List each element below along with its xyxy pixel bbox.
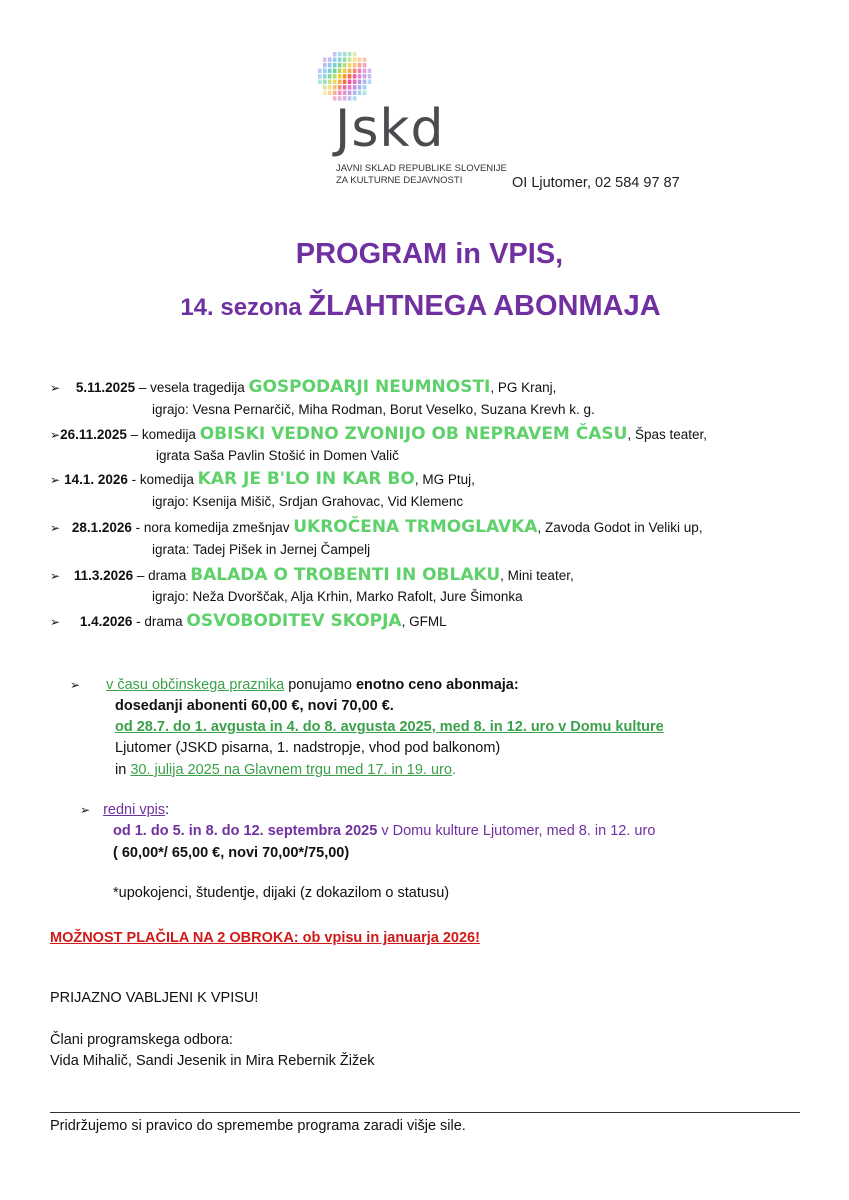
arrow-bullet-icon: ➢ — [70, 678, 81, 692]
logo-tile — [348, 52, 352, 56]
event-cast: igrajo: Neža Dvorščak, Alja Krhin, Marko Rafolt, Jure Šimonka — [152, 589, 523, 604]
logo-tile — [318, 69, 322, 73]
logo-tile — [323, 91, 327, 95]
logo-tile — [348, 69, 352, 73]
logo-tile — [328, 74, 332, 78]
logo-tile — [358, 80, 362, 84]
event-item: ➢ 5.11.2025 – vesela tragedija GOSPODARJI NEUMNOSTI, PG Kranj, — [50, 377, 557, 397]
event-cast: igrajo: Ksenija Mišič, Srdjan Grahovac, Vid Klemenc — [152, 494, 464, 509]
logo-tile — [363, 74, 367, 78]
logo-tile — [333, 63, 337, 67]
logo-tile — [353, 52, 357, 56]
logo-wordmark: Jskd — [335, 99, 445, 159]
logo-tile — [333, 80, 337, 84]
logo-tile — [353, 91, 357, 95]
logo-tile — [323, 58, 327, 62]
arrow-bullet-icon: ➢ — [50, 473, 61, 487]
event-item: ➢ 28.1.2026 - nora komedija zmešnjav UKROČENA TRMOGLAVKA, Zavoda Godot in Veliki up, — [50, 517, 703, 537]
holiday-market-dates: in 30. julija 2025 na Glavnem trgu med 17. in 19. uro. — [115, 762, 456, 778]
logo-tile — [338, 91, 342, 95]
arrow-bullet-icon: ➢ — [50, 521, 61, 535]
logo-tile — [348, 91, 352, 95]
logo-tile — [343, 69, 347, 73]
logo-tile — [328, 58, 332, 62]
logo-tile — [358, 74, 362, 78]
committee-names: Vida Mihalič, Sandi Jesenik in Mira Rebernik Žižek — [50, 1053, 375, 1069]
logo-tile — [343, 74, 347, 78]
logo-tile — [353, 85, 357, 89]
logo-tile — [348, 80, 352, 84]
event-item: ➢ 1.4.2026 - drama OSVOBODITEV SKOPJA, GFML — [50, 611, 447, 631]
logo-tile — [338, 69, 342, 73]
invite-text: PRIJAZNO VABLJENI K VPISU! — [50, 990, 259, 1006]
logo-tile — [363, 91, 367, 95]
office-contact: OI Ljutomer, 02 584 97 87 — [512, 175, 680, 191]
event-item: ➢26.11.2025 – komedija OBISKI VEDNO ZVONIJO OB NEPRAVEM ČASU, Špas teater, — [50, 424, 708, 444]
logo-tile — [318, 74, 322, 78]
logo-tile — [363, 63, 367, 67]
logo-tile — [328, 69, 332, 73]
logo-tile — [343, 63, 347, 67]
footer-disclaimer: Pridržujemo si pravico do spremembe programa zaradi višje sile. — [50, 1118, 466, 1134]
logo-tile — [338, 74, 342, 78]
logo-tile — [333, 69, 337, 73]
holiday-place: Ljutomer (JSKD pisarna, 1. nadstropje, vhod pod balkonom) — [115, 740, 501, 756]
logo-tile — [348, 74, 352, 78]
logo-tile — [328, 63, 332, 67]
logo-tile — [353, 74, 357, 78]
logo-tile — [323, 63, 327, 67]
event-cast: igrata: Tadej Pišek in Jernej Čampelj — [152, 542, 371, 557]
logo-tile — [353, 80, 357, 84]
logo-tile — [338, 85, 342, 89]
arrow-bullet-icon: ➢ — [50, 428, 61, 442]
logo-tile — [343, 52, 347, 56]
logo-tile — [363, 69, 367, 73]
arrow-bullet-icon: ➢ — [50, 569, 61, 583]
logo-tile — [343, 80, 347, 84]
logo-tile — [328, 80, 332, 84]
logo-tile — [323, 69, 327, 73]
jskd-logo-mosaic-icon — [318, 52, 374, 102]
logo-tile — [363, 85, 367, 89]
event-item: ➢ 11.3.2026 – drama BALADA O TROBENTI IN OBLAKU, Mini teater, — [50, 565, 574, 585]
logo-tile — [368, 80, 372, 84]
event-cast: igrata Saša Pavlin Stošić in Domen Valič — [156, 448, 399, 463]
logo-tile — [348, 85, 352, 89]
page-subtitle: 14. sezona ŽLAHTNEGA ABONMAJA — [180, 290, 661, 322]
footer-divider — [50, 1112, 800, 1113]
logo-tile — [333, 58, 337, 62]
logo-tile — [343, 85, 347, 89]
holiday-dates: od 28.7. do 1. avgusta in 4. do 8. avgusta 2025, med 8. in 12. uro v Domu kulture — [115, 719, 664, 735]
logo-tile — [343, 91, 347, 95]
logo-tile — [363, 58, 367, 62]
logo-tile — [358, 91, 362, 95]
logo-tile — [338, 63, 342, 67]
holiday-prices: dosedanji abonenti 60,00 €, novi 70,00 €. — [115, 698, 394, 714]
committee-label: Člani programskega odbora: — [50, 1032, 233, 1048]
event-item: ➢ 14.1. 2026 - komedija KAR JE B'LO IN KAR BO, MG Ptuj, — [50, 469, 475, 489]
logo-tile — [328, 85, 332, 89]
logo-tile — [358, 69, 362, 73]
logo-tile — [338, 52, 342, 56]
logo-tile — [343, 58, 347, 62]
installments-notice: MOŽNOST PLAČILA NA 2 OBROKA: ob vpisu in januarja 2026! — [50, 930, 480, 946]
logo-tile — [353, 69, 357, 73]
arrow-bullet-icon: ➢ — [80, 803, 91, 817]
logo-tile — [323, 85, 327, 89]
regular-enrollment: ➢ redni vpis: — [80, 802, 170, 818]
logo-tile — [363, 80, 367, 84]
arrow-bullet-icon: ➢ — [50, 615, 61, 629]
logo-tile — [358, 63, 362, 67]
logo-tile — [368, 74, 372, 78]
logo-tile — [318, 80, 322, 84]
regular-prices: ( 60,00*/ 65,00 €, novi 70,00*/75,00) — [113, 845, 350, 861]
logo-tile — [358, 58, 362, 62]
logo-tile — [348, 58, 352, 62]
logo-tile — [358, 85, 362, 89]
logo-tile — [338, 80, 342, 84]
logo-tile — [333, 85, 337, 89]
logo-tile — [368, 69, 372, 73]
price-note: *upokojenci, študentje, dijaki (z dokazilom o statusu) — [113, 885, 450, 901]
logo-tile — [323, 80, 327, 84]
event-cast: igrajo: Vesna Pernarčič, Miha Rodman, Borut Veselko, Suzana Krevh k. g. — [152, 402, 595, 417]
logo-tile — [333, 52, 337, 56]
arrow-bullet-icon: ➢ — [50, 381, 61, 395]
regular-dates: od 1. do 5. in 8. do 12. septembra 2025 v Domu kulture Ljutomer, med 8. in 12. uro — [113, 823, 656, 839]
logo-tile — [328, 91, 332, 95]
logo-tile — [353, 63, 357, 67]
logo-tile — [333, 91, 337, 95]
logo-tile — [353, 58, 357, 62]
logo-tile — [348, 63, 352, 67]
logo-tile — [323, 74, 327, 78]
logo-tile — [338, 58, 342, 62]
page-title: PROGRAM in VPIS, — [295, 238, 564, 270]
holiday-offer: ➢ v času občinskega praznika ponujamo enotno ceno abonmaja: — [70, 677, 519, 693]
logo-subtitle: JAVNI SKLAD REPUBLIKE SLOVENIJE ZA KULTURNE DEJAVNOSTI — [336, 163, 507, 186]
logo-tile — [333, 74, 337, 78]
